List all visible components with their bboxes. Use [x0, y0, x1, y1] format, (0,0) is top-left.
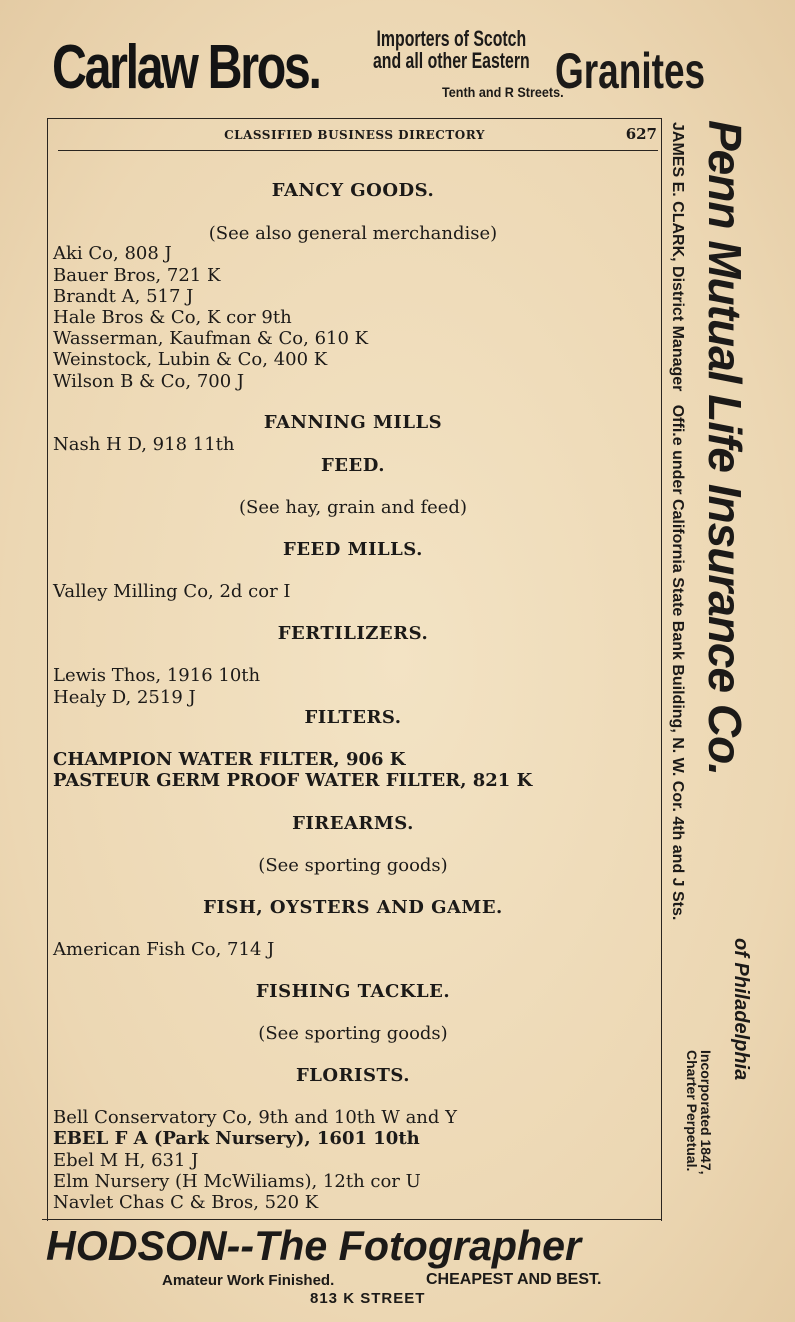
penn-mutual-city: of Philadelphia	[730, 938, 752, 1081]
tagline-line2: and all other Eastern	[373, 48, 530, 73]
hodson-address: 813 K STREET	[310, 1290, 426, 1307]
section-heading-feed: FEED.	[321, 455, 385, 476]
header-rule	[58, 150, 658, 151]
running-head: CLASSIFIED BUSINESS DIRECTORY	[224, 128, 485, 142]
listing-entry: Lewis Thos, 1916 10th	[53, 665, 261, 686]
listing-entry: Bell Conservatory Co, 9th and 10th W and Y	[53, 1107, 458, 1128]
listing-entry: Aki Co, 808 J	[53, 243, 172, 264]
carlaw-address: Tenth and R Streets.	[442, 84, 564, 100]
section-heading-feed-mills: FEED MILLS.	[283, 539, 423, 560]
section-heading-fish-oysters-game: FISH, OYSTERS AND GAME.	[203, 897, 503, 918]
penn-mutual-incorporated: Incorporated 1847,	[698, 1050, 714, 1175]
listing-entry: Navlet Chas C & Bros, 520 K	[53, 1192, 319, 1213]
hodson-amateur-work: Amateur Work Finished.	[162, 1272, 335, 1289]
penn-mutual-company: Penn Mutual Life Insurance Co.	[699, 120, 751, 775]
listing-entry: Elm Nursery (H McWiliams), 12th cor U	[53, 1171, 421, 1192]
listing-entry: Ebel M H, 631 J	[53, 1150, 199, 1171]
hodson-fotographer-name: HODSON--The Fotographer	[46, 1222, 582, 1269]
see-also-feed: (See hay, grain and feed)	[239, 497, 467, 518]
listing-entry: American Fish Co, 714 J	[53, 939, 275, 960]
listing-entry: Valley Milling Co, 2d cor I	[53, 581, 291, 602]
listing-entry: Hale Bros & Co, K cor 9th	[53, 307, 292, 328]
listing-entry: Nash H D, 918 11th	[53, 434, 235, 455]
listing-entry-bold: EBEL F A (Park Nursery), 1601 10th	[53, 1128, 420, 1149]
section-heading-fancy-goods: FANCY GOODS.	[271, 180, 435, 201]
penn-mutual-manager-office	[668, 122, 686, 920]
section-heading-fanning-mills: FANNING MILLS	[263, 412, 443, 433]
carlaw-bros-name: Carlaw Bros.	[52, 33, 320, 102]
granites-product: Granites	[555, 43, 706, 99]
top-advertisement	[48, 18, 748, 108]
listing-entry: Wilson B & Co, 700 J	[53, 371, 245, 392]
see-also-firearms: (See sporting goods)	[258, 855, 448, 876]
carlaw-tagline	[373, 28, 530, 72]
see-also-fancy-goods: (See also general merchandise)	[208, 223, 498, 244]
penn-mutual-office: Offi.e under California State Bank Building, N. W. Cor. 4th and J Sts.	[669, 404, 686, 921]
section-heading-firearms: FIREARMS.	[292, 813, 414, 834]
listing-entry: Weinstock, Lubin & Co, 400 K	[53, 349, 328, 370]
listing-entry-bold: CHAMPION WATER FILTER, 906 K	[53, 749, 406, 770]
section-heading-fishing-tackle: FISHING TACKLE.	[255, 981, 451, 1002]
listing-entry: Healy D, 2519 J	[53, 687, 196, 708]
listing-entry: Wasserman, Kaufman & Co, 610 K	[53, 328, 369, 349]
see-also-fishing-tackle: (See sporting goods)	[258, 1023, 448, 1044]
tagline-line1: Importers of Scotch	[376, 26, 527, 51]
listing-entry: Bauer Bros, 721 K	[53, 265, 221, 286]
listing-entry-bold: PASTEUR GERM PROOF WATER FILTER, 821 K	[53, 770, 533, 791]
section-heading-florists: FLORISTS.	[295, 1065, 410, 1086]
page-number: 627	[625, 125, 657, 143]
penn-mutual-manager: JAMES E. CLARK, District Manager	[669, 122, 686, 392]
section-heading-filters: FILTERS.	[304, 707, 402, 728]
listing-entry: Brandt A, 517 J	[53, 286, 194, 307]
hodson-cheapest: CHEAPEST AND BEST.	[426, 1271, 602, 1288]
penn-mutual-charter: Charter Perpetual.	[684, 1050, 700, 1172]
frame-bottom-rule	[42, 1219, 662, 1220]
section-heading-fertilizers: FERTILIZERS.	[277, 623, 429, 644]
